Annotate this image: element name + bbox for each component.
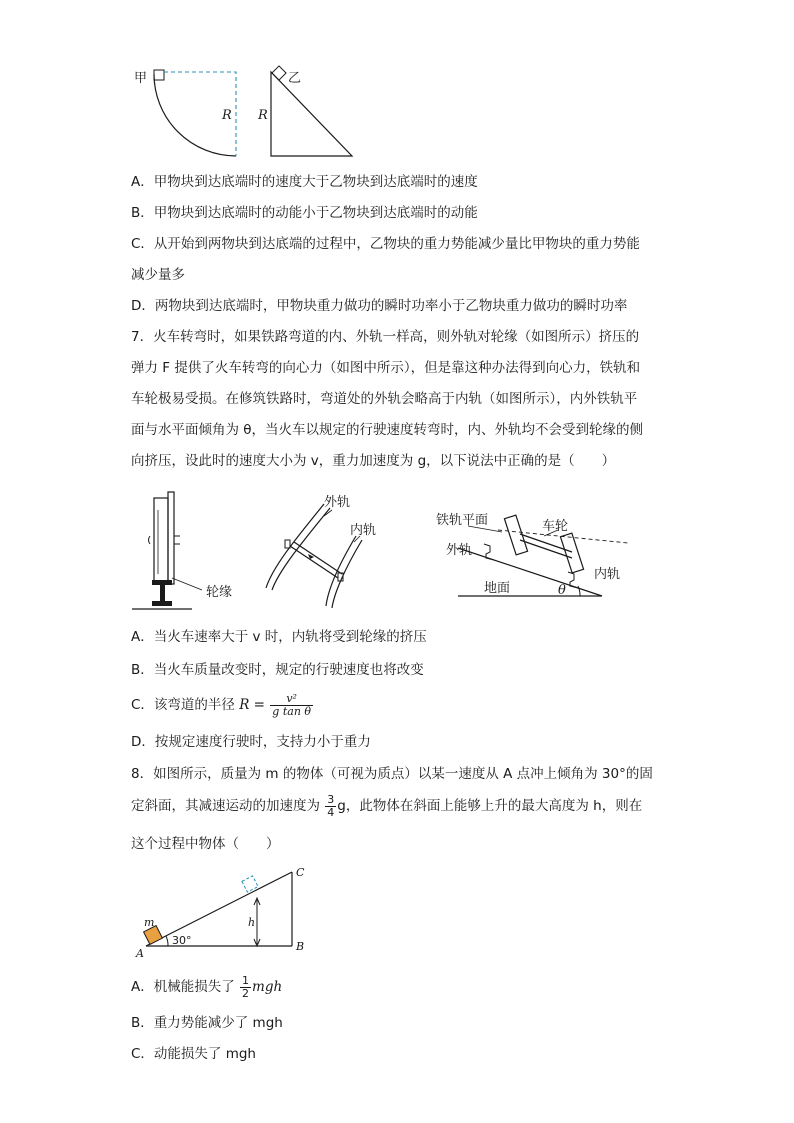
label-chelun: 车轮 [542, 519, 569, 534]
q6-option-a: A．甲物块到达底端时的速度大于乙物块到达底端时的速度 [131, 174, 478, 190]
label-waigui: 外轨 [324, 495, 351, 510]
label-h: h [248, 916, 256, 929]
q7-option-c-prefix: C．该弯道的半径 [131, 697, 240, 713]
q7-option-c-fraction [270, 693, 313, 718]
label-jia: 甲 [134, 71, 148, 86]
q8-stem-line3: 这个过程中物体（ ） [131, 836, 280, 852]
q7-stem-line1: 7．火车转弯时，如果铁路弯道的内、外轨一样高，则外轨对轮缘（如图所示）挤压的 [131, 329, 640, 345]
q7-option-a: A．当火车速率大于 v 时，内轨将受到轮缘的挤压 [131, 629, 427, 645]
q6-option-c-line2: 减少量多 [131, 267, 185, 283]
q8-option-a-prefix: A．机械能损失了 [131, 979, 235, 995]
label-yi: 乙 [288, 71, 302, 86]
incline-slope [146, 872, 292, 946]
angle-arc [166, 936, 168, 946]
q7-option-b: B．当火车质量改变时，规定的行驶速度也将改变 [131, 662, 424, 678]
label-tiegui-pingmian: 铁轨平面 [436, 513, 489, 528]
block-jia [154, 70, 164, 80]
q8-acceleration-fraction [325, 794, 336, 819]
q6-option-b: B．甲物块到达底端时的动能小于乙物块到达底端时的动能 [131, 205, 478, 221]
q8-option-a-denominator: 2 [242, 986, 250, 1000]
label-lunyuan: 轮缘 [206, 585, 233, 600]
q7-stem-line3: 车轮极易受损。在修筑铁路时，弯道处的外轨会略高于内轨（如图所示），内外铁轨平 [131, 391, 638, 407]
q6-option-d: D．两物块到达底端时，甲物块重力做功的瞬时功率小于乙物块重力做功的瞬时功率 [131, 298, 628, 314]
q8-stem-line2-b: g，此物体在斜面上能够上升的最大高度为 h，则在 [337, 798, 643, 814]
q8-figure [128, 862, 328, 962]
q8-option-a-suffix: mgh [252, 979, 283, 995]
q7-option-c-numerator: v² [270, 693, 313, 706]
q8-stem-line2-a: 定斜面，其减速运动的加速度为 [131, 798, 320, 814]
label-R1: R [222, 108, 232, 123]
q7-option-c-lhs: R = [239, 697, 265, 713]
label-neigui2: 内轨 [594, 567, 621, 582]
q8-stem-line1: 8．如图所示，质量为 m 的物体（可视为质点）以某一速度从 A 点冲上倾角为 30°的固 [131, 766, 653, 782]
q7-option-c-denominator: g tan θ [272, 704, 312, 718]
label-theta: θ [558, 583, 566, 598]
q7-stem-line4: 面与水平面倾角为 θ，当火车以规定的行驶速度转弯时，内、外轨均不会受到轮缘的侧 [131, 422, 644, 438]
label-neigui: 内轨 [350, 523, 377, 538]
wheel-rail-diagram [132, 492, 202, 609]
label-waigui2: 外轨 [446, 543, 473, 558]
label-C: C [296, 866, 305, 879]
q8-option-a-numerator: 1 [242, 973, 250, 987]
q8-acceleration-denominator: 4 [327, 805, 335, 819]
q8-option-a-fraction [240, 975, 251, 1000]
q7-option-d: D．按规定速度行驶时，支持力小于重力 [131, 734, 371, 750]
q8-option-a [131, 974, 282, 1000]
label-dimian: 地面 [484, 581, 511, 596]
q8-stem-line2 [131, 793, 642, 819]
q6-option-c-line1: C．从开始到两物块到达底端的过程中，乙物块的重力势能减少量比甲物块的重力势能 [131, 236, 640, 252]
block-yi [272, 66, 286, 80]
q8-option-b: B．重力势能减少了 mgh [131, 1015, 283, 1031]
q7-stem-line2: 弹力 F 提供了火车转弯的向心力（如图中所示），但是靠这种办法得到向心力，铁轨和 [131, 360, 641, 376]
q8-option-c: C．动能损失了 mgh [131, 1046, 256, 1062]
block-top-dashed [242, 876, 258, 892]
q7-figure [128, 486, 628, 616]
curved-rails-diagram [266, 504, 362, 608]
label-R2: R [258, 108, 268, 123]
label-angle: 30° [172, 934, 192, 947]
q7-stem-line5: 向挤压，设此时的速度大小为 v，重力加速度为 g，以下说法中正确的是（ ） [131, 453, 616, 469]
triangle-incline [271, 72, 352, 156]
q7-option-c [131, 691, 314, 719]
label-m: m [144, 916, 155, 929]
label-B: B [296, 940, 305, 953]
q6-figure [128, 62, 368, 162]
label-A: A [136, 947, 144, 960]
q8-acceleration-numerator: 3 [327, 792, 335, 806]
